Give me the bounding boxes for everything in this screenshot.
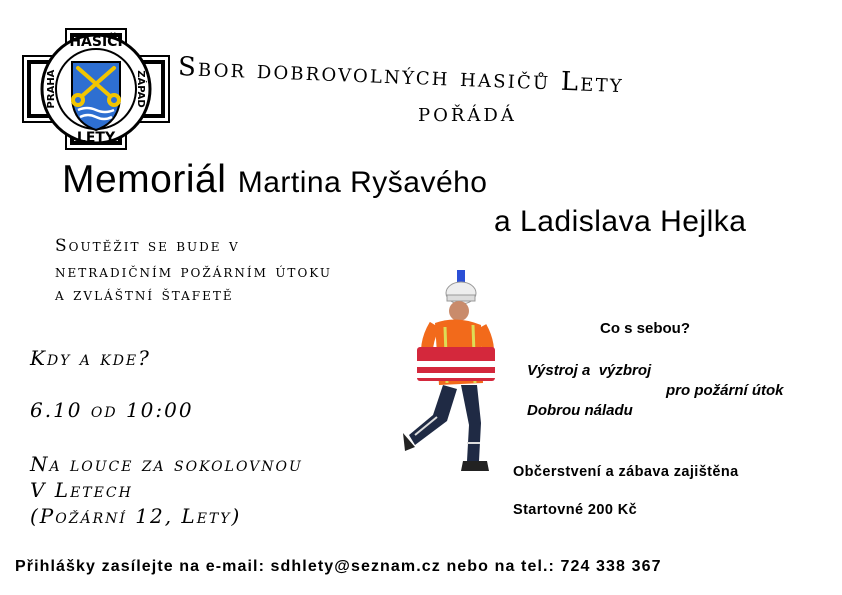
competition-line-1: Soutěžit se bude v [55,236,240,256]
bring-item-1a: Výstroj a výzbroj [527,362,652,379]
logo-right-text: ZÁPAD [135,70,146,108]
header-subtitle: pořádá [418,98,517,128]
event-place-2: V Letech [30,478,133,502]
event-place-3: (Požární 12, Lety) [30,504,242,528]
logo-left-text: PRAHA [46,69,57,109]
registration-footer: Přihlášky zasílejte na e-mail: sdhlety@seznam.cz nebo na tel.: 724 338 367 [15,558,662,575]
competition-line-3: a zvláštní štafetě [55,285,234,305]
memorial-word: Memoriál [62,158,227,201]
bring-heading: Co s sebou? [600,320,691,337]
memorial-name-1: Martina Ryšavého [237,166,488,199]
bring-item-1b: pro požární útok [666,382,784,399]
memorial-title [62,158,488,202]
logo-top-text: HASIČI [69,34,123,50]
event-place-1: Na louce za sokolovnou [30,452,303,476]
bring-item-2: Dobrou náladu [527,402,633,419]
firefighter-runner-image [395,265,505,480]
when-where-heading: Kdy a kde? [30,346,151,370]
entry-fee-text: Startovné 200 Kč [513,502,638,518]
refreshments-text: Občerstvení a zábava zajištěna [513,464,739,480]
fire-brigade-logo [20,26,172,152]
header-title: Sbor dobrovolných hasičů Lety [177,52,625,100]
event-date: 6.10 od 10:00 [30,398,194,422]
logo-bottom-text: LETY [76,130,116,146]
memorial-name-2: a Ladislava Hejlka [494,205,747,238]
competition-line-2: netradičním požárním útoku [55,262,332,282]
